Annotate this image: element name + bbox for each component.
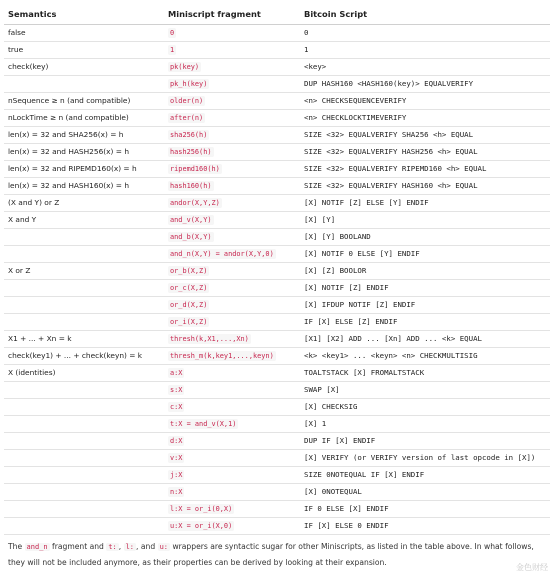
script-cell: 0 [304, 28, 309, 37]
script-cell: [X] [Y] [304, 215, 336, 224]
fragment-code: and_n(X,Y) = andor(X,Y,0) [170, 250, 274, 258]
fragment-code: a:X [170, 369, 183, 377]
fragment-code: d:X [170, 437, 183, 445]
script-cell: [X] NOTIF [Z] ELSE [Y] ENDIF [304, 198, 429, 207]
semantics-cell [4, 280, 164, 297]
fragment-code: u:X = or_i(X,0) [170, 522, 233, 530]
script-cell: IF [X] ELSE [Z] ENDIF [304, 317, 398, 326]
fragment-code: after(n) [170, 114, 204, 122]
table-row [4, 484, 550, 501]
table-row [4, 25, 550, 42]
fragment-cell [164, 229, 300, 246]
semantics-cell [4, 484, 164, 501]
fragment-cell [164, 467, 300, 484]
script-cell: 1 [304, 45, 309, 54]
note-code-t: t: [108, 543, 117, 551]
script-cell: IF 0 ELSE [X] ENDIF [304, 504, 389, 513]
fragment-cell [164, 110, 300, 127]
fragment-code: sha256(h) [170, 131, 208, 139]
semantics-cell [4, 433, 164, 450]
table-row [4, 110, 550, 127]
table-row [4, 144, 550, 161]
table-row [4, 331, 550, 348]
fragment-code: pk_h(key) [170, 80, 208, 88]
script-cell: [X] IFDUP NOTIF [Z] ENDIF [304, 300, 416, 309]
semantics-cell: len(x) = 32 and SHA256(x) = h [8, 130, 124, 139]
semantics-cell: len(x) = 32 and HASH256(x) = h [8, 147, 130, 156]
table-row [4, 229, 550, 246]
fragment-code: t:X = and_v(X,1) [170, 420, 237, 428]
table-row [4, 127, 550, 144]
table-row [4, 178, 550, 195]
script-cell: TOALTSTACK [X] FROMALTSTACK [304, 368, 425, 377]
table-row [4, 263, 550, 280]
script-cell: SIZE <32> EQUALVERIFY SHA256 <h> EQUAL [304, 130, 474, 139]
script-cell: [X] [Y] BOOLAND [304, 232, 371, 241]
fragment-cell [164, 127, 300, 144]
script-cell: [X] NOTIF [Z] ENDIF [304, 283, 389, 292]
fragment-cell [164, 501, 300, 518]
table-row [4, 416, 550, 433]
fragment-code: s:X [170, 386, 183, 394]
fragment-code: and_b(X,Y) [170, 233, 212, 241]
fragment-code: thresh(k,X1,...,Xn) [170, 335, 249, 343]
header-semantics: Semantics [4, 4, 164, 25]
fragment-code: or_c(X,Z) [170, 284, 208, 292]
semantics-cell [4, 416, 164, 433]
note-text: , and [136, 542, 156, 551]
semantics-cell [4, 467, 164, 484]
fragment-code: n:X [170, 488, 183, 496]
header-fragment: Miniscript fragment [164, 4, 300, 25]
semantics-cell: len(x) = 32 and RIPEMD160(x) = h [8, 164, 137, 173]
table-row [4, 314, 550, 331]
semantics-cell: X or Z [8, 266, 31, 275]
fragment-cell [164, 59, 300, 76]
script-cell: DUP HASH160 <HASH160(key)> EQUALVERIFY [304, 79, 474, 88]
note-code-l: l: [125, 543, 135, 551]
script-cell: [X] VERIFY (or VERIFY version of last opcode in [X]) [304, 453, 536, 462]
fragment-cell [164, 450, 300, 467]
semantics-cell [4, 450, 164, 467]
fragment-code: andor(X,Y,Z) [170, 199, 220, 207]
semantics-cell [4, 246, 164, 263]
table-row [4, 161, 550, 178]
fragment-cell [164, 178, 300, 195]
semantics-cell: X and Y [8, 215, 37, 224]
table-row [4, 399, 550, 416]
miniscript-table [4, 4, 550, 535]
script-cell: [X] CHECKSIG [304, 402, 358, 411]
fragment-cell [164, 484, 300, 501]
table-row [4, 433, 550, 450]
fragment-cell [164, 518, 300, 535]
semantics-cell: check(key) [8, 62, 49, 71]
fragment-code: 0 [170, 29, 175, 37]
fragment-cell [164, 93, 300, 110]
fragment-cell [164, 314, 300, 331]
fragment-cell [164, 331, 300, 348]
table-header-row [4, 4, 550, 25]
fragment-cell [164, 25, 300, 42]
fragment-code: thresh_m(k,key1,...,keyn) [170, 352, 274, 360]
fragment-cell [164, 42, 300, 59]
note-text: , [118, 542, 122, 551]
fragment-cell [164, 212, 300, 229]
fragment-code: or_d(X,Z) [170, 301, 208, 309]
semantics-cell: false [8, 28, 26, 37]
fragment-code: v:X [170, 454, 183, 462]
watermark: 金色财经 [516, 563, 548, 572]
header-script: Bitcoin Script [300, 4, 550, 25]
table-row [4, 297, 550, 314]
semantics-cell: (X and Y) or Z [8, 198, 60, 207]
script-cell: <n> CHECKLOCKTIMEVERIFY [304, 113, 407, 122]
semantics-cell [4, 399, 164, 416]
semantics-cell [4, 501, 164, 518]
semantics-cell: nLockTime ≥ n (and compatible) [8, 113, 129, 122]
page [0, 4, 554, 575]
fragment-code: hash160(h) [170, 182, 212, 190]
table-row [4, 348, 550, 365]
script-cell: <n> CHECKSEQUENCEVERIFY [304, 96, 407, 105]
note-text: The [8, 542, 23, 551]
table-row [4, 501, 550, 518]
table-body [4, 25, 550, 535]
semantics-cell: X (identities) [8, 368, 56, 377]
fragment-code: 1 [170, 46, 175, 54]
script-cell: SIZE <32> EQUALVERIFY HASH160 <h> EQUAL [304, 181, 478, 190]
table-row [4, 212, 550, 229]
fragment-cell [164, 382, 300, 399]
table-row [4, 246, 550, 263]
semantics-cell [4, 518, 164, 535]
script-cell: SIZE <32> EQUALVERIFY RIPEMD160 <h> EQUAL [304, 164, 487, 173]
script-cell: [X] NOTIF 0 ELSE [Y] ENDIF [304, 249, 420, 258]
script-cell: <k> <key1> ... <keyn> <n> CHECKMULTISIG [304, 351, 478, 360]
script-cell: SIZE <32> EQUALVERIFY HASH256 <h> EQUAL [304, 147, 478, 156]
table-row [4, 450, 550, 467]
fragment-cell [164, 433, 300, 450]
fragment-code: or_b(X,Z) [170, 267, 208, 275]
fragment-code: and_v(X,Y) [170, 216, 212, 224]
fragment-cell [164, 297, 300, 314]
script-cell: [X1] [X2] ADD ... [Xn] ADD ... <k> EQUAL [304, 334, 482, 343]
table-row [4, 76, 550, 93]
script-cell: <key> [304, 62, 327, 71]
table-row [4, 93, 550, 110]
table-row [4, 365, 550, 382]
semantics-cell: check(key1) + ... + check(keyn) = k [8, 351, 143, 360]
fragment-cell [164, 365, 300, 382]
script-cell: [X] 0NOTEQUAL [304, 487, 362, 496]
semantics-cell [4, 229, 164, 246]
fragment-cell [164, 195, 300, 212]
fragment-cell [164, 399, 300, 416]
fragment-cell [164, 161, 300, 178]
semantics-cell: len(x) = 32 and HASH160(x) = h [8, 181, 130, 190]
fragment-cell [164, 144, 300, 161]
table-row [4, 42, 550, 59]
fragment-cell [164, 263, 300, 280]
table-row [4, 195, 550, 212]
note-code-u: u: [159, 543, 169, 551]
table-row [4, 59, 550, 76]
table-row [4, 280, 550, 297]
fragment-cell [164, 76, 300, 93]
fragment-code: or_i(X,Z) [170, 318, 208, 326]
semantics-cell: X1 + ... + Xn = k [8, 334, 72, 343]
fragment-cell [164, 280, 300, 297]
fragment-cell [164, 416, 300, 433]
script-cell: SIZE 0NOTEQUAL IF [X] ENDIF [304, 470, 425, 479]
script-cell: SWAP [X] [304, 385, 340, 394]
fragment-code: l:X = or_i(0,X) [170, 505, 233, 513]
table-row [4, 518, 550, 535]
script-cell: DUP IF [X] ENDIF [304, 436, 376, 445]
fragment-code: pk(key) [170, 63, 200, 71]
fragment-code: older(n) [170, 97, 204, 105]
table-row [4, 382, 550, 399]
footnote-paragraph [8, 539, 548, 570]
semantics-cell: nSequence ≥ n (and compatible) [8, 96, 131, 105]
fragment-cell [164, 348, 300, 365]
script-cell: [X] [Z] BOOLOR [304, 266, 367, 275]
note-text: fragment and [52, 542, 104, 551]
fragment-code: ripemd160(h) [170, 165, 220, 173]
semantics-cell [4, 382, 164, 399]
semantics-cell [4, 76, 164, 93]
semantics-cell: true [8, 45, 24, 54]
script-cell: [X] 1 [304, 419, 327, 428]
fragment-cell [164, 246, 300, 263]
fragment-code: c:X [170, 403, 183, 411]
script-cell: IF [X] ELSE 0 ENDIF [304, 521, 389, 530]
note-code-and-n: and_n [26, 543, 48, 551]
semantics-cell [4, 314, 164, 331]
note-text: wrappers are syntactic sugar for other Miniscripts, as listed in the table above. In what follows, they will not be included anymore, as their properties can be derived by looking at their expansion. [8, 542, 534, 567]
table-row [4, 467, 550, 484]
fragment-code: j:X [170, 471, 183, 479]
semantics-cell [4, 297, 164, 314]
fragment-code: hash256(h) [170, 148, 212, 156]
